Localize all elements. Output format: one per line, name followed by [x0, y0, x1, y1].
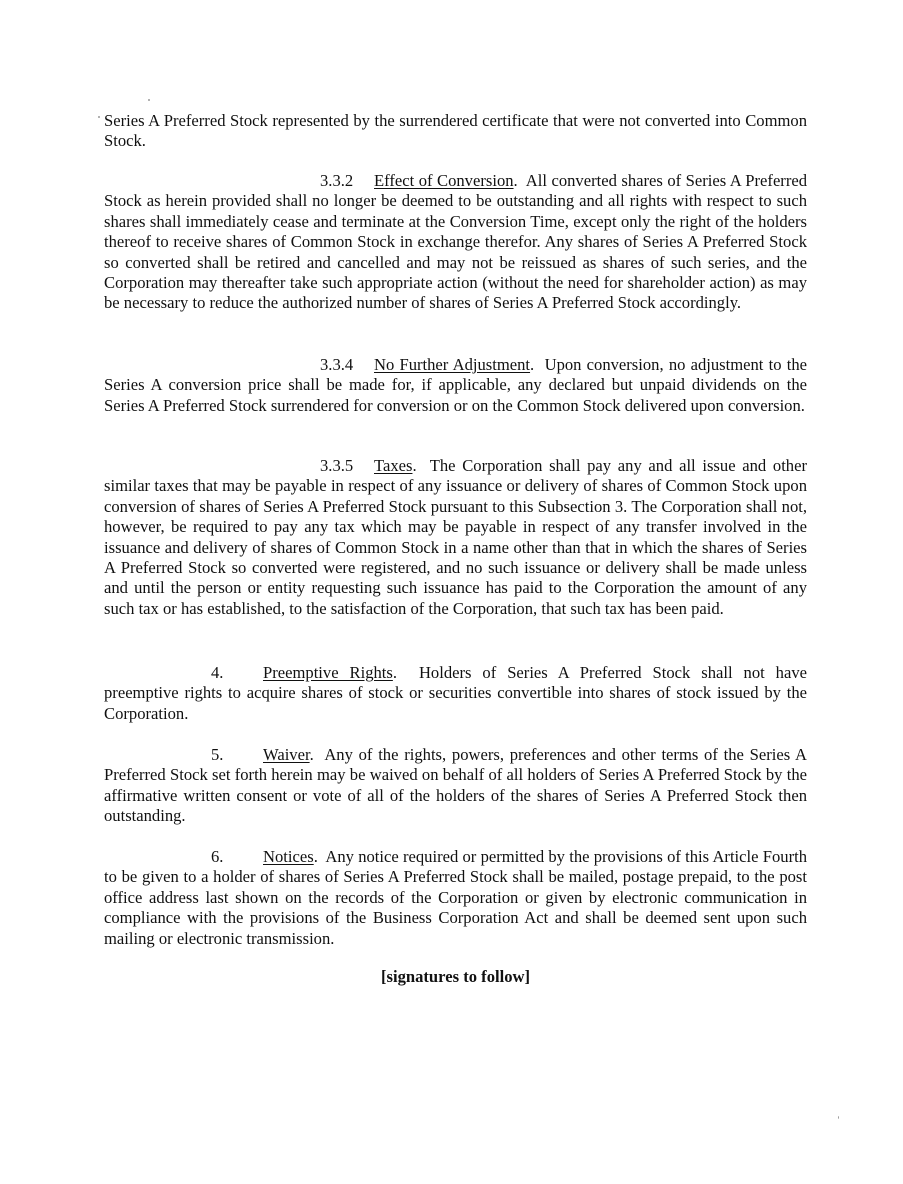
section-body: Any of the rights, powers, preferences and other terms of the Series A Preferred Stock set forth herein may be waived on behalf of all holders of Series A Preferred Stock by the affirmative written consent or vote of all of the holders of the shares of Series A Preferred Stock then outstanding.: [104, 745, 807, 826]
continuation-text: Series A Preferred Stock represented by the surrendered certificate that were not converted into Common Stock.: [104, 111, 807, 151]
section-heading: Waiver: [263, 745, 310, 764]
section-4: 4. Preemptive Rights. Holders of Series A Preferred Stock shall not have preemptive rights to acquire shares of stock or securities convertible into shares of stock issued by the Corporation.: [104, 663, 808, 723]
section-number: 5.: [211, 745, 224, 764]
section-number: 3.3.4: [320, 355, 354, 374]
section-heading: Notices: [263, 847, 314, 866]
scan-speck: [148, 99, 150, 101]
section-3-3-4: 3.3.4 No Further Adjustment. Upon conversion, no adjustment to the Series A conversion price shall be made for, if applicable, any declared but unpaid dividends on the Series A Preferred Stock surrendered for conversion or on the Common Stock delivered upon conversion.: [104, 355, 807, 415]
section-body: Holders of Series A Preferred Stock shall not have preemptive rights to acquire shares of stock or securities convertible into shares of stock issued by the Corporation.: [104, 663, 808, 723]
section-body: The Corporation shall pay any and all issue and other similar taxes that may be payable in respect of any issuance or delivery of shares of Common Stock upon conversion of shares of Series A Preferred Stock pursuant to this Subsection 3. The Corporation shall not, however, be required to pay any tax which may be payable in respect of any transfer involved in the issuance and delivery of shares of Common Stock in a name other than that in which the shares of Series A Preferred Stock so converted were registered, and no such issuance or delivery shall be made unless and until the person or entity requesting such issuance has paid to the Corporation the amount of any such tax or has established, to the satisfaction of the Corporation, that such tax has been paid.: [104, 456, 807, 618]
section-3-3-2: 3.3.2 Effect of Conversion. All converted shares of Series A Preferred Stock as herein provided shall no longer be deemed to be outstanding and all rights with respect to such shares shall immediately cease and terminate at the Conversion Time, except only the right of the holders thereof to receive shares of Common Stock in exchange therefor. Any shares of Series A Preferred Stock so converted shall be retired and cancelled and may not be reissued as shares of such series, and the Corporation may thereafter take such appropriate action (without the need for shareholder action) as may be necessary to reduce the authorized number of shares of Series A Preferred Stock accordingly.: [104, 171, 808, 313]
signatures-note: [signatures to follow]: [380, 967, 531, 986]
scan-speck: [98, 116, 100, 118]
section-number: 3.3.2: [320, 171, 354, 190]
section-5: 5. Waiver. Any of the rights, powers, preferences and other terms of the Series A Preferred Stock set forth herein may be waived on behalf of all holders of Series A Preferred Stock by the affirmative written consent or vote of all of the holders of the shares of Series A Preferred Stock then outstanding.: [104, 745, 807, 826]
section-number: 6.: [211, 847, 224, 866]
section-heading: Effect of Conversion: [374, 171, 514, 190]
section-number: 4.: [211, 663, 224, 682]
section-body: Any notice required or permitted by the provisions of this Article Fourth to be given to a holder of shares of Series A Preferred Stock shall be mailed, postage prepaid, to the post office address last shown on the records of the Corporation or given by electronic communication in compliance with the provisions of the Business Corporation Act and shall be deemed sent upon such mailing or electronic transmission.: [104, 847, 807, 948]
continuation-paragraph: [104, 111, 807, 152]
section-heading: Taxes: [374, 456, 413, 475]
section-body: All converted shares of Series A Preferred Stock as herein provided shall no longer be deemed to be outstanding and all rights with respect to such shares shall immediately cease and terminate at the Conversion Time, except only the right of the holders thereof to receive shares of Common Stock in exchange therefor. Any shares of Series A Preferred Stock so converted shall be retired and cancelled and may not be reissued as shares of such series, and the Corporation may thereafter take such appropriate action (without the need for shareholder action) as may be necessary to reduce the authorized number of shares of Series A Preferred Stock accordingly.: [104, 171, 808, 313]
section-6: 6. Notices. Any notice required or permitted by the provisions of this Article Fourth to be given to a holder of shares of Series A Preferred Stock shall be mailed, postage prepaid, to the post office address last shown on the records of the Corporation or given by electronic communication in compliance with the provisions of the Business Corporation Act and shall be deemed sent upon such mailing or electronic transmission.: [104, 847, 807, 948]
section-heading: No Further Adjustment: [374, 355, 531, 374]
scan-speck: [838, 1116, 839, 1119]
section-3-3-5: 3.3.5 Taxes. The Corporation shall pay any and all issue and other similar taxes that may be payable in respect of any issuance or delivery of shares of Common Stock upon conversion of shares of Series A Preferred Stock pursuant to this Subsection 3. The Corporation shall not, however, be required to pay any tax which may be payable in respect of any transfer involved in the issuance and delivery of shares of Common Stock in a name other than that in which the shares of Series A Preferred Stock so converted were registered, and no such issuance or delivery shall be made unless and until the person or entity requesting such issuance has paid to the Corporation the amount of any such tax or has established, to the satisfaction of the Corporation, that such tax has been paid.: [104, 456, 807, 618]
section-body: Upon conversion, no adjustment to the Series A conversion price shall be made for, if applicable, any declared but unpaid dividends on the Series A Preferred Stock surrendered for conversion or on the Common Stock delivered upon conversion.: [104, 355, 807, 415]
section-number: 3.3.5: [320, 456, 354, 475]
section-heading: Preemptive Rights: [263, 663, 393, 682]
